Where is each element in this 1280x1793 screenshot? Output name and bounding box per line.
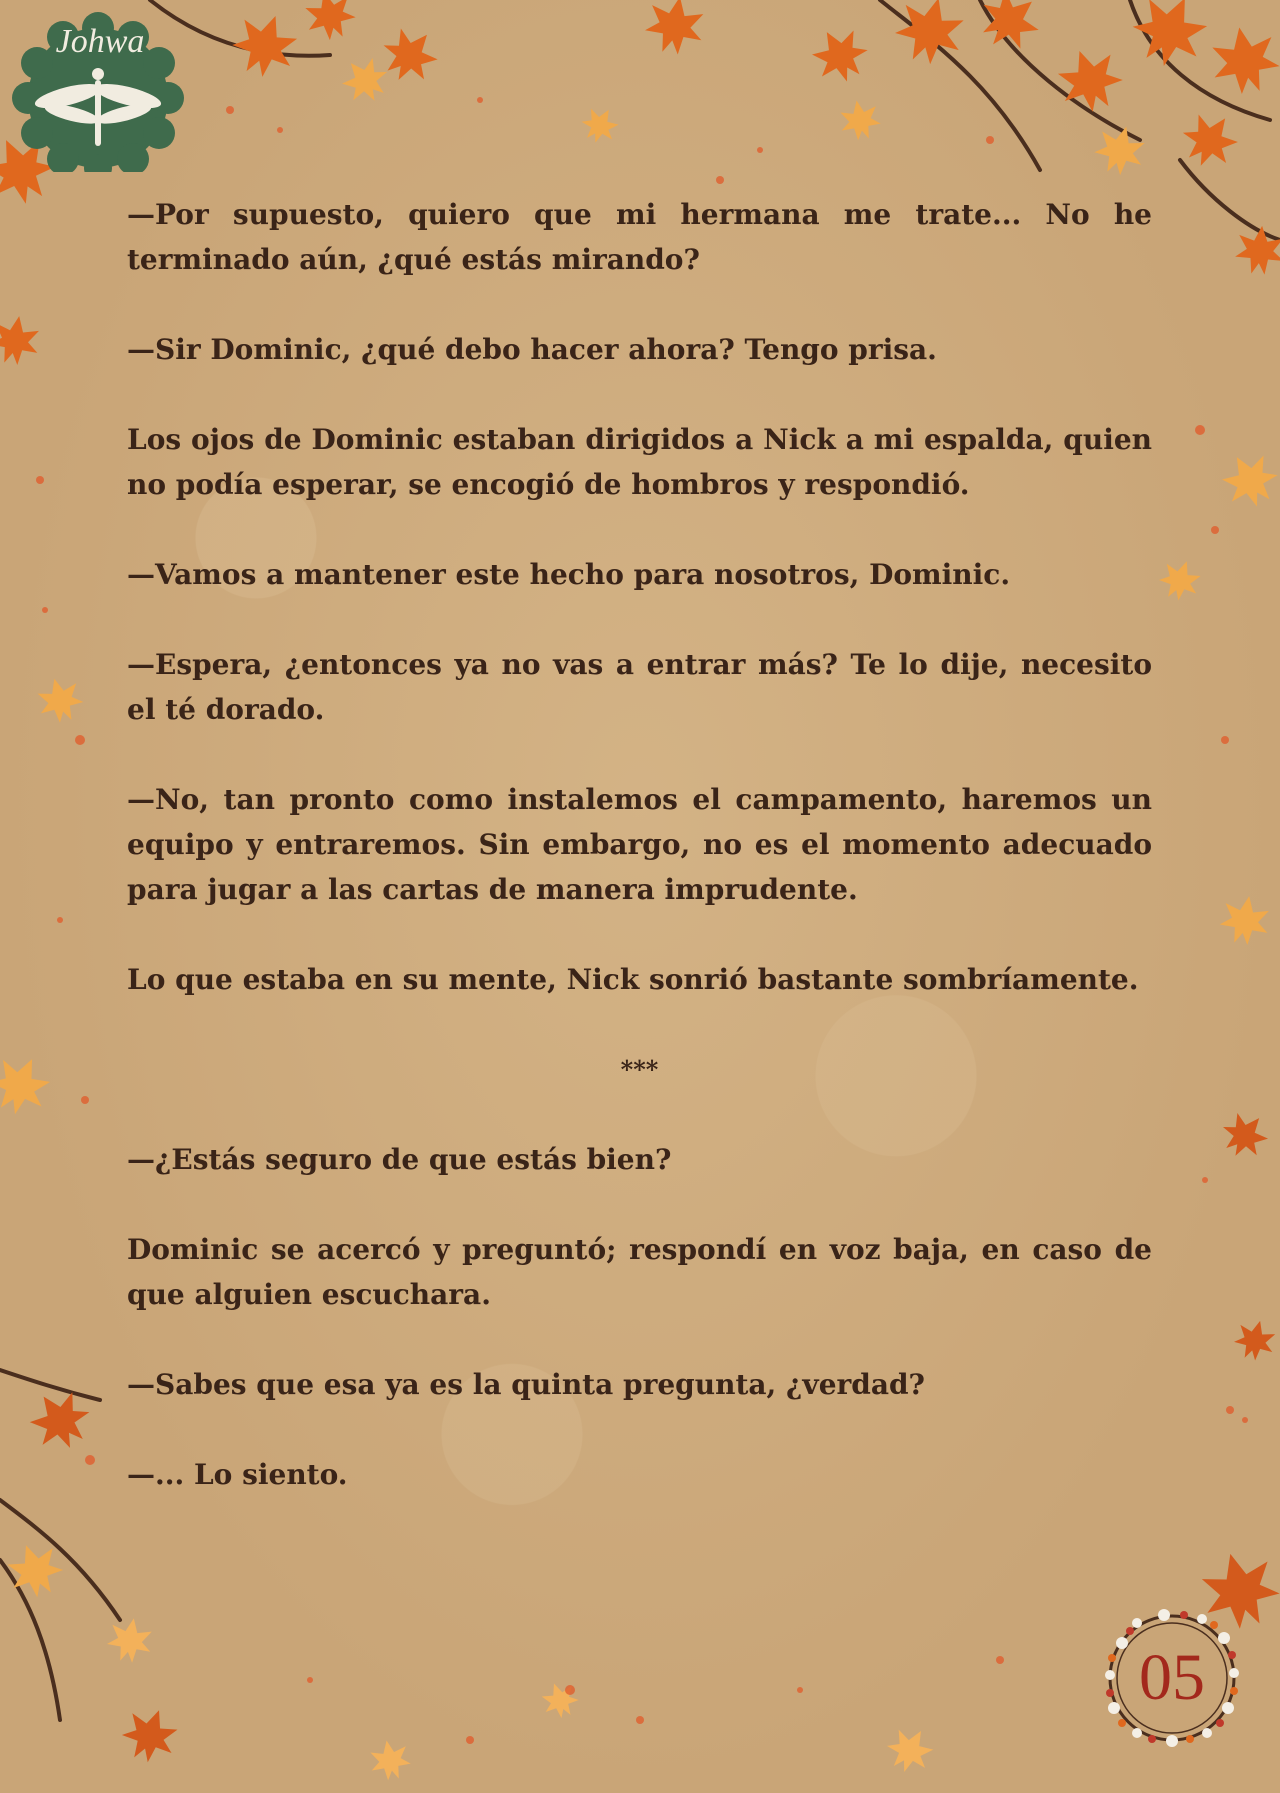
- brand-badge: [2, 2, 194, 172]
- paragraph-1: —Por supuesto, quiero que mi hermana me trate... No he terminado aún, ¿qué estás mirando?: [127, 198, 1152, 276]
- paragraph-2: —Sir Dominic, ¿qué debo hacer ahora? Tengo prisa.: [127, 333, 937, 366]
- paragraph-7: Lo que estaba en su mente, Nick sonrió bastante sombríamente.: [127, 963, 1139, 996]
- paragraph-4: —Vamos a mantener este hecho para nosotros, Dominic.: [127, 558, 1011, 591]
- page-number-badge: [1092, 1603, 1252, 1753]
- scene-separator: ***: [620, 1055, 659, 1084]
- paragraph-6: —No, tan pronto como instalemos el campamento, haremos un equipo y entraremos. Sin embargo, no es el momento adecuado para jugar a las cartas de manera imprudente.: [127, 783, 1152, 906]
- paragraph-3: Los ojos de Dominic estaban dirigidos a Nick a mi espalda, quien no podía esperar, se encogió de hombros y respondió.: [127, 423, 1152, 501]
- page-content: [127, 192, 1152, 1542]
- page-number: 05: [1139, 1641, 1205, 1714]
- paragraph-8: —¿Estás seguro de que estás bien?: [127, 1143, 672, 1176]
- brand-name: Johwa: [55, 23, 145, 60]
- paragraph-10: —Sabes que esa ya es la quinta pregunta, ¿verdad?: [127, 1368, 925, 1401]
- paragraph-5: —Espera, ¿entonces ya no vas a entrar más? Te lo dije, necesito el té dorado.: [127, 648, 1152, 726]
- paragraph-9: Dominic se acercó y preguntó; respondí en voz baja, en caso de que alguien escuchara.: [127, 1233, 1152, 1311]
- paragraph-11: —... Lo siento.: [127, 1458, 348, 1491]
- dragonfly-icon: [2, 2, 194, 172]
